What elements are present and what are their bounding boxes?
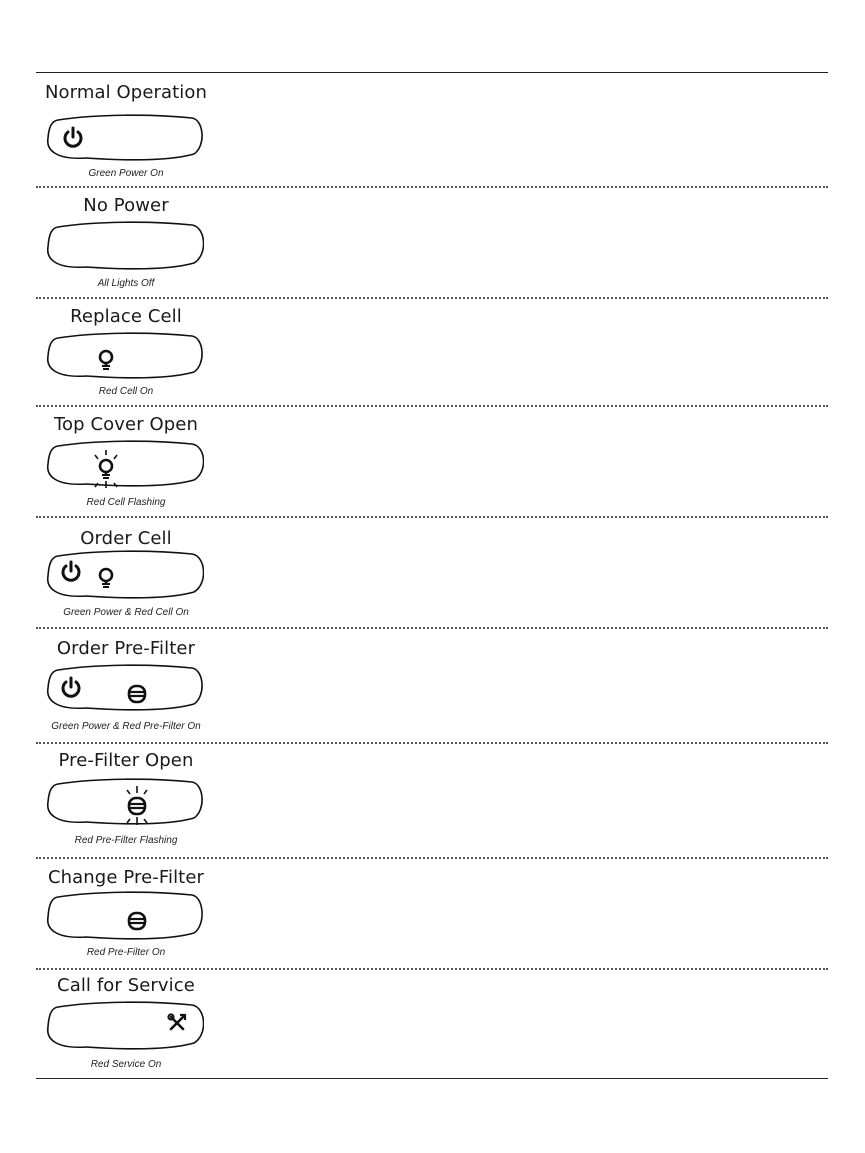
status-section-pre-filter-open <box>36 750 216 850</box>
pre-filter-icon <box>127 684 147 704</box>
power-icon <box>62 126 84 148</box>
dotted-divider <box>36 857 828 859</box>
cell-bulb-flashing-icon <box>90 448 122 492</box>
status-section-top-cover-open <box>36 414 216 514</box>
indicator-panel <box>46 1001 204 1053</box>
section-title: Order Pre-Filter <box>56 638 196 659</box>
status-section-no-power <box>36 195 216 295</box>
section-caption: All Lights Off <box>97 278 155 289</box>
section-title: Pre-Filter Open <box>58 750 194 771</box>
top-rule <box>36 72 828 73</box>
indicator-panel <box>46 112 204 164</box>
dotted-divider <box>36 968 828 970</box>
dotted-divider <box>36 186 828 188</box>
section-title: Normal Operation <box>44 82 208 103</box>
indicator-panel <box>46 664 204 716</box>
status-section-order-pre-filter <box>36 638 216 738</box>
section-caption: Red Cell On <box>98 386 154 397</box>
indicator-panel <box>46 440 204 492</box>
status-section-change-pre-filter <box>36 867 216 967</box>
bottom-rule <box>36 1078 828 1079</box>
section-caption: Red Service On <box>90 1059 162 1070</box>
status-section-call-for-service <box>36 975 216 1075</box>
dotted-divider <box>36 297 828 299</box>
section-caption: Green Power On <box>88 168 164 179</box>
section-title: Change Pre-Filter <box>47 867 205 888</box>
section-caption: Green Power & Red Pre-Filter On <box>51 721 201 732</box>
section-caption: Red Cell Flashing <box>86 497 166 508</box>
pre-filter-flashing-icon <box>122 784 152 830</box>
indicator-panel <box>46 332 204 384</box>
status-section-order-cell <box>36 528 216 628</box>
dotted-divider <box>36 627 828 629</box>
cell-bulb-icon <box>96 349 116 373</box>
section-caption: Red Pre-Filter On <box>86 947 166 958</box>
dotted-divider <box>36 405 828 407</box>
pre-filter-icon <box>127 911 147 931</box>
status-section-replace-cell <box>36 306 216 406</box>
power-icon <box>60 676 82 698</box>
service-tools-icon <box>166 1012 188 1034</box>
dotted-divider <box>36 516 828 518</box>
section-title: No Power <box>83 195 169 216</box>
section-caption: Red Pre-Filter Flashing <box>74 835 178 846</box>
indicator-panel <box>46 221 204 273</box>
section-title: Call for Service <box>57 975 195 996</box>
section-caption: Green Power & Red Cell On <box>63 607 189 618</box>
section-title: Replace Cell <box>70 306 182 327</box>
dotted-divider <box>36 742 828 744</box>
indicator-panel <box>46 891 204 943</box>
status-section-normal-operation <box>36 82 216 182</box>
power-icon <box>60 560 82 582</box>
cell-bulb-icon <box>96 567 116 591</box>
section-title: Order Cell <box>80 528 172 549</box>
section-title: Top Cover Open <box>53 414 198 435</box>
indicator-panel <box>46 778 204 830</box>
indicator-panel <box>46 550 204 602</box>
